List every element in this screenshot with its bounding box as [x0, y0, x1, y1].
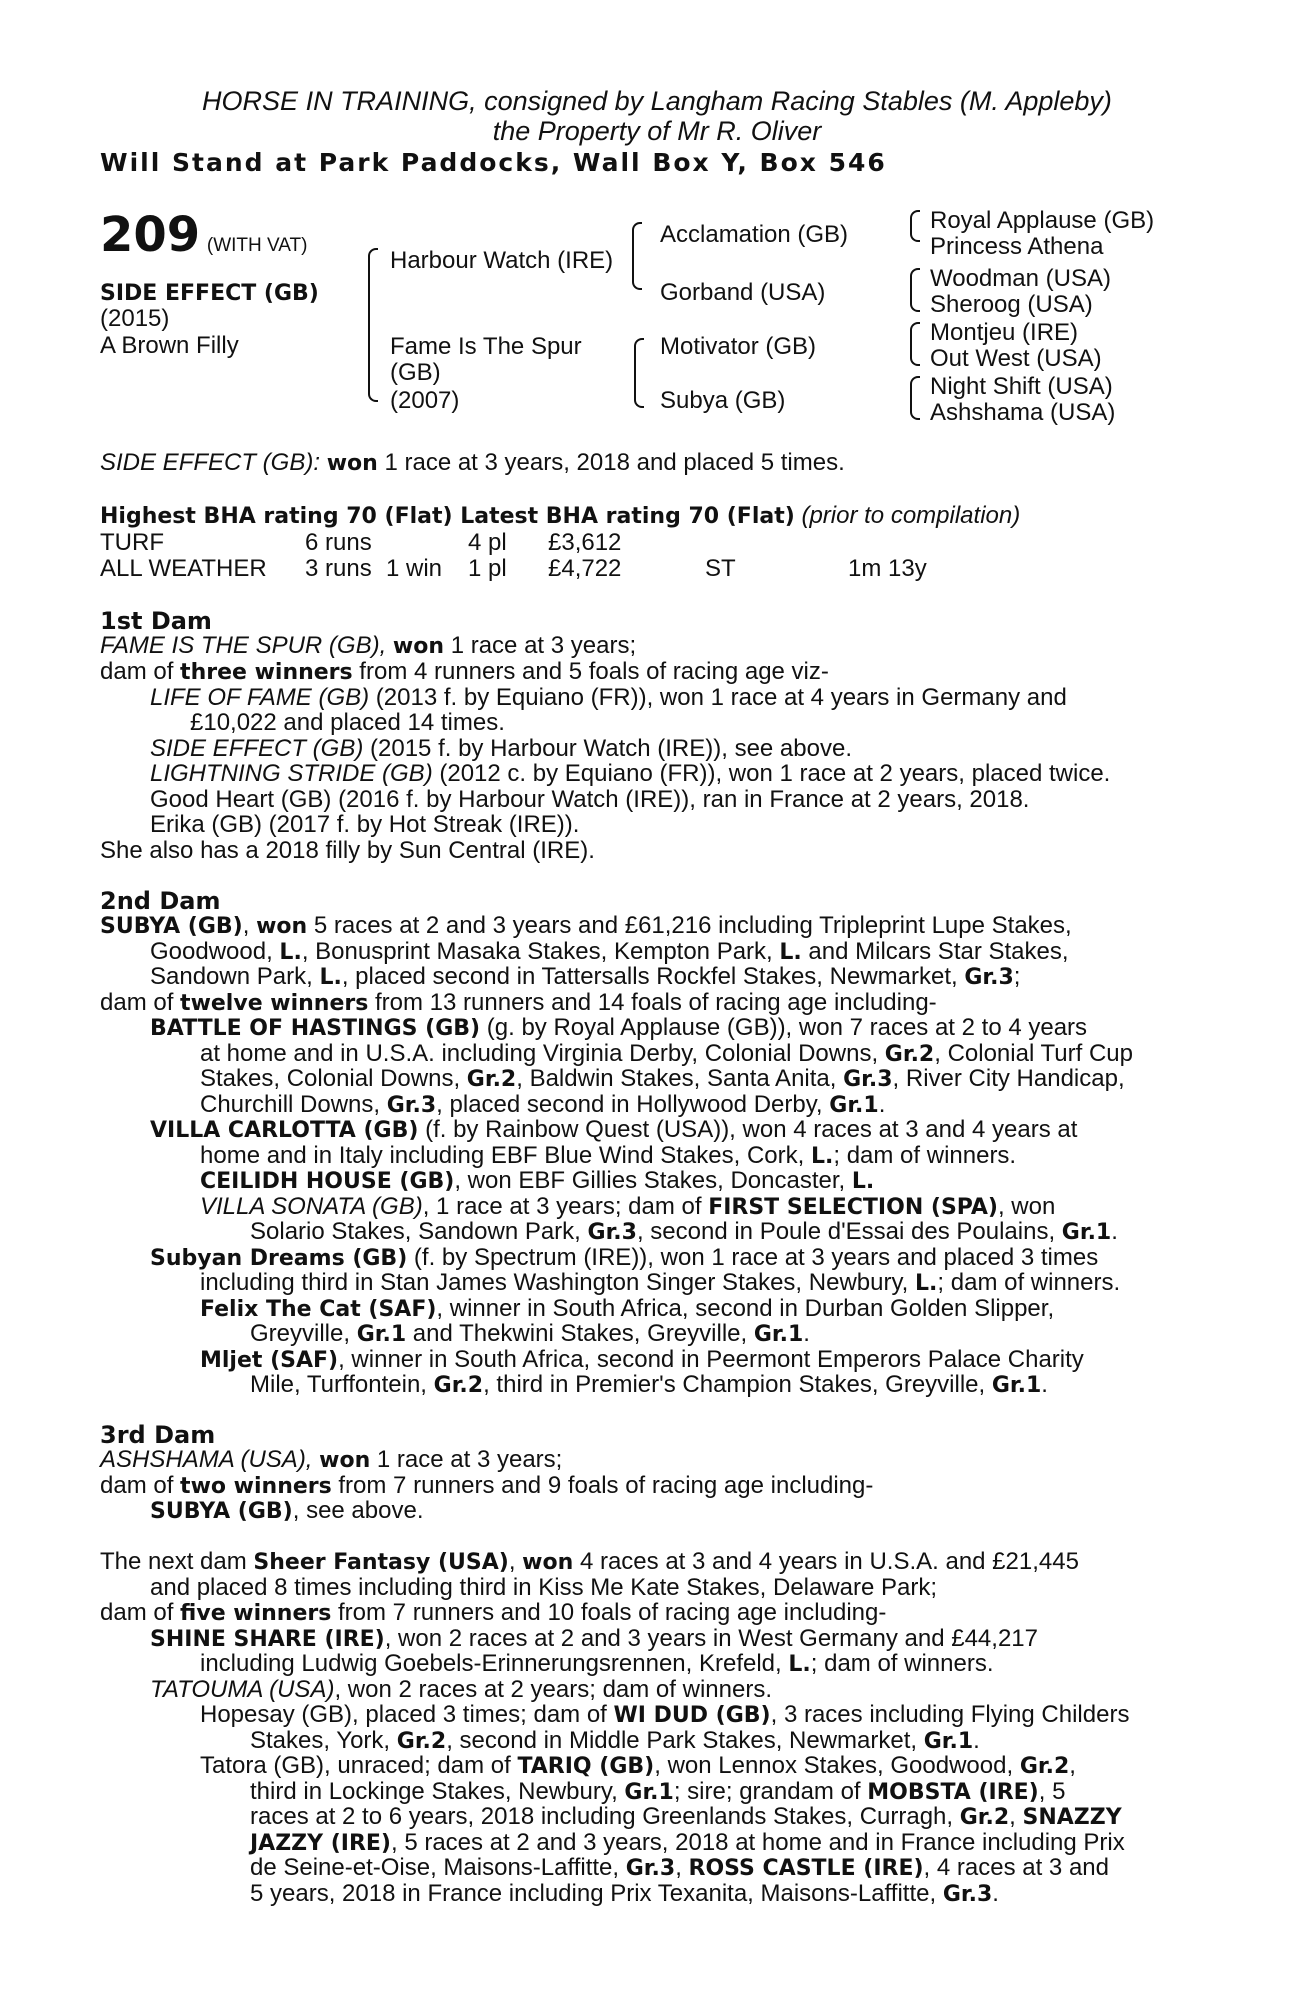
- dam1-progeny-1: LIFE OF FAME (GB) (2013 f. by Equiano (FR)), won 1 race at 4 years in Germany and: [150, 684, 1067, 711]
- pedigree-g5: Montjeu (IRE): [930, 319, 1079, 346]
- pedigree-sire-dam: Gorband (USA): [660, 279, 826, 306]
- lot-heading: [100, 207, 308, 263]
- race-summary: SIDE EFFECT (GB): won 1 race at 3 years, 2018 and placed 5 times.: [100, 449, 845, 476]
- dam2-felix-1: Felix The Cat (SAF), winner in South Africa, second in Durban Golden Slipper,: [200, 1295, 1055, 1322]
- pedigree-sire-sire: Acclamation (GB): [660, 221, 849, 248]
- lot-number: 209: [100, 207, 201, 263]
- foaling-year: (2015): [100, 305, 170, 332]
- next-tatora-4: JAZZY (IRE), 5 races at 2 and 3 years, 2018 at home and in France including Prix: [250, 1829, 1125, 1856]
- dam2-battle-4: Churchill Downs, Gr.3, placed second in Hollywood Derby, Gr.1.: [200, 1091, 886, 1118]
- header-property: the Property of Mr R. Oliver: [492, 116, 822, 146]
- pedigree-g6: Out West (USA): [930, 345, 1102, 372]
- record-aw-money: £4,722: [548, 555, 622, 582]
- header-box: Will Stand at Park Paddocks, Wall Box Y, Box 546: [100, 148, 887, 177]
- next-tatora-1: Tatora (GB), unraced; dam of TARIQ (GB), won Lennox Stakes, Goodwood, Gr.2,: [200, 1752, 1076, 1779]
- dam2-ceilidh: CEILIDH HOUSE (GB), won EBF Gillies Stakes, Doncaster, L.: [200, 1167, 875, 1194]
- vat-note: (WITH VAT): [206, 235, 308, 256]
- record-aw-distance: 1m 13y: [848, 555, 927, 582]
- pedigree-brace-g3: [910, 322, 920, 366]
- pedigree-brace-g1: [910, 210, 920, 242]
- pedigree-dam-dam: Subya (GB): [660, 387, 786, 414]
- dam1-progeny-4: Good Heart (GB) (2016 f. by Harbour Watch (IRE)), ran in France at 2 years, 2018.: [150, 786, 1030, 813]
- next-shine-1: SHINE SHARE (IRE), won 2 races at 2 and 3 years in West Germany and £44,217: [150, 1625, 1038, 1652]
- pedigree-dam-line2: (GB): [390, 359, 441, 386]
- horse-name: SIDE EFFECT (GB): [100, 281, 319, 306]
- next-dam-of: dam of five winners from 7 runners and 10 foals of racing age including-: [100, 1599, 887, 1626]
- bha-rating: Highest BHA rating 70 (Flat) Latest BHA rating 70 (Flat) (prior to compilation): [100, 502, 1021, 529]
- next-dam-2: and placed 8 times including third in Kiss Me Kate Stakes, Delaware Park;: [150, 1574, 938, 1601]
- pedigree-g4: Sheroog (USA): [930, 291, 1093, 318]
- pedigree-g7: Night Shift (USA): [930, 373, 1113, 400]
- dam3-line2: dam of two winners from 7 runners and 9 foals of racing age including-: [100, 1472, 874, 1499]
- record-aw-label: ALL WEATHER: [100, 555, 267, 582]
- dam2-battle-3: Stakes, Colonial Downs, Gr.2, Baldwin Stakes, Santa Anita, Gr.3, River City Handicap,: [200, 1065, 1125, 1092]
- pedigree-g8: Ashshama (USA): [930, 399, 1116, 426]
- dam2-line2: Goodwood, L., Bonusprint Masaka Stakes, Kempton Park, L. and Milcars Star Stakes,: [150, 938, 1069, 965]
- pedigree-brace-main: [368, 248, 378, 402]
- dam2-title: 2nd Dam: [100, 887, 221, 915]
- pedigree-dam-line3: (2007): [390, 387, 460, 414]
- next-tatora-2: third in Lockinge Stakes, Newbury, Gr.1; sire; grandam of MOBSTA (IRE), 5: [250, 1778, 1066, 1805]
- record-aw-surface: ST: [705, 555, 736, 582]
- dam3-line1: ASHSHAMA (USA), won 1 race at 3 years;: [100, 1446, 563, 1473]
- record-turf-label: TURF: [100, 529, 164, 556]
- dam2-line1: SUBYA (GB), won 5 races at 2 and 3 years and £61,216 including Tripleprint Lupe Stakes,: [100, 912, 1072, 939]
- next-tatouma: TATOUMA (USA), won 2 races at 2 years; dam of winners.: [150, 1676, 772, 1703]
- pedigree-g3: Woodman (USA): [930, 265, 1111, 292]
- pedigree-brace-dam: [634, 338, 644, 408]
- dam1-line2: dam of three winners from 4 runners and 5 foals of racing age viz-: [100, 658, 829, 685]
- record-aw-wins: 1 win: [386, 555, 443, 582]
- dam1-note: She also has a 2018 filly by Sun Central (IRE).: [100, 837, 595, 864]
- next-shine-2: including Ludwig Goebels-Erinnerungsrennen, Krefeld, L.; dam of winners.: [200, 1650, 994, 1677]
- pedigree-g1: Royal Applause (GB): [930, 207, 1155, 234]
- dam2-mljet-2: Mile, Turffontein, Gr.2, third in Premier's Champion Stakes, Greyville, Gr.1.: [250, 1371, 1048, 1398]
- next-hopesay-2: Stakes, York, Gr.2, second in Middle Park Stakes, Newmarket, Gr.1.: [250, 1727, 980, 1754]
- pedigree-g2: Princess Athena: [930, 233, 1104, 260]
- next-tatora-5: de Seine-et-Oise, Maisons-Laffitte, Gr.3, ROSS CASTLE (IRE), 4 races at 3 and: [250, 1854, 1109, 1881]
- dam2-dam-of: dam of twelve winners from 13 runners and 14 foals of racing age including-: [100, 989, 937, 1016]
- horse-description: A Brown Filly: [100, 332, 239, 359]
- next-dam-1: The next dam Sheer Fantasy (USA), won 4 races at 3 and 4 years in U.S.A. and £21,445: [100, 1548, 1079, 1575]
- dam2-battle-2: at home and in U.S.A. including Virginia Derby, Colonial Downs, Gr.2, Colonial Turf Cup: [200, 1040, 1133, 1067]
- dam1-progeny-1b: £10,022 and placed 14 times.: [190, 709, 505, 736]
- dam3-line3: SUBYA (GB), see above.: [150, 1497, 424, 1524]
- record-turf-placed: 4 pl: [468, 529, 507, 556]
- dam2-mljet-1: Mljet (SAF), winner in South Africa, second in Peermont Emperors Palace Charity: [200, 1346, 1084, 1373]
- dam2-villa-2: home and in Italy including EBF Blue Wind Stakes, Cork, L.; dam of winners.: [200, 1142, 1017, 1169]
- record-turf-money: £3,612: [548, 529, 622, 556]
- dam2-line3: Sandown Park, L., placed second in Tattersalls Rockfel Stakes, Newmarket, Gr.3;: [150, 963, 1021, 990]
- dam1-title: 1st Dam: [100, 607, 212, 635]
- dam1-progeny-2: SIDE EFFECT (GB) (2015 f. by Harbour Watch (IRE)), see above.: [150, 735, 852, 762]
- next-tatora-3: races at 2 to 6 years, 2018 including Greenlands Stakes, Curragh, Gr.2, SNAZZY: [250, 1803, 1122, 1830]
- pedigree-dam-line1: Fame Is The Spur: [390, 333, 582, 360]
- next-hopesay-1: Hopesay (GB), placed 3 times; dam of WI DUD (GB), 3 races including Flying Childers: [200, 1701, 1130, 1728]
- dam2-sonata-2: Solario Stakes, Sandown Park, Gr.3, second in Poule d'Essai des Poulains, Gr.1.: [250, 1218, 1118, 1245]
- dam1-progeny-5: Erika (GB) (2017 f. by Hot Streak (IRE)).: [150, 811, 580, 838]
- dam2-felix-2: Greyville, Gr.1 and Thekwini Stakes, Greyville, Gr.1.: [250, 1320, 810, 1347]
- dam2-battle-1: BATTLE OF HASTINGS (GB) (g. by Royal Applause (GB)), won 7 races at 2 to 4 years: [150, 1014, 1088, 1041]
- dam2-subyan-1: Subyan Dreams (GB) (f. by Spectrum (IRE)), won 1 race at 3 years and placed 3 times: [150, 1244, 1099, 1271]
- pedigree-sire: Harbour Watch (IRE): [390, 247, 614, 274]
- pedigree-brace-g4: [910, 376, 920, 420]
- pedigree-brace-sire: [632, 222, 642, 290]
- record-aw-placed: 1 pl: [468, 555, 507, 582]
- dam1-line1: FAME IS THE SPUR (GB), won 1 race at 3 years;: [100, 632, 637, 659]
- pedigree-dam-sire: Motivator (GB): [660, 333, 817, 360]
- header-consignor: HORSE IN TRAINING, consigned by Langham Racing Stables (M. Appleby): [202, 86, 1112, 116]
- dam2-villa-1: VILLA CARLOTTA (GB) (f. by Rainbow Quest (USA)), won 4 races at 3 and 4 years at: [150, 1116, 1078, 1143]
- pedigree-brace-g2: [910, 268, 920, 312]
- dam3-title: 3rd Dam: [100, 1421, 216, 1449]
- record-aw-runs: 3 runs: [305, 555, 372, 582]
- record-turf-runs: 6 runs: [305, 529, 372, 556]
- next-tatora-6: 5 years, 2018 in France including Prix Texanita, Maisons-Laffitte, Gr.3.: [250, 1880, 999, 1907]
- dam2-sonata-1: VILLA SONATA (GB), 1 race at 3 years; dam of FIRST SELECTION (SPA), won: [200, 1193, 1056, 1220]
- dam2-subyan-2: including third in Stan James Washington Singer Stakes, Newbury, L.; dam of winners.: [200, 1269, 1121, 1296]
- dam1-progeny-3: LIGHTNING STRIDE (GB) (2012 c. by Equiano (FR)), won 1 race at 2 years, placed twice.: [150, 760, 1111, 787]
